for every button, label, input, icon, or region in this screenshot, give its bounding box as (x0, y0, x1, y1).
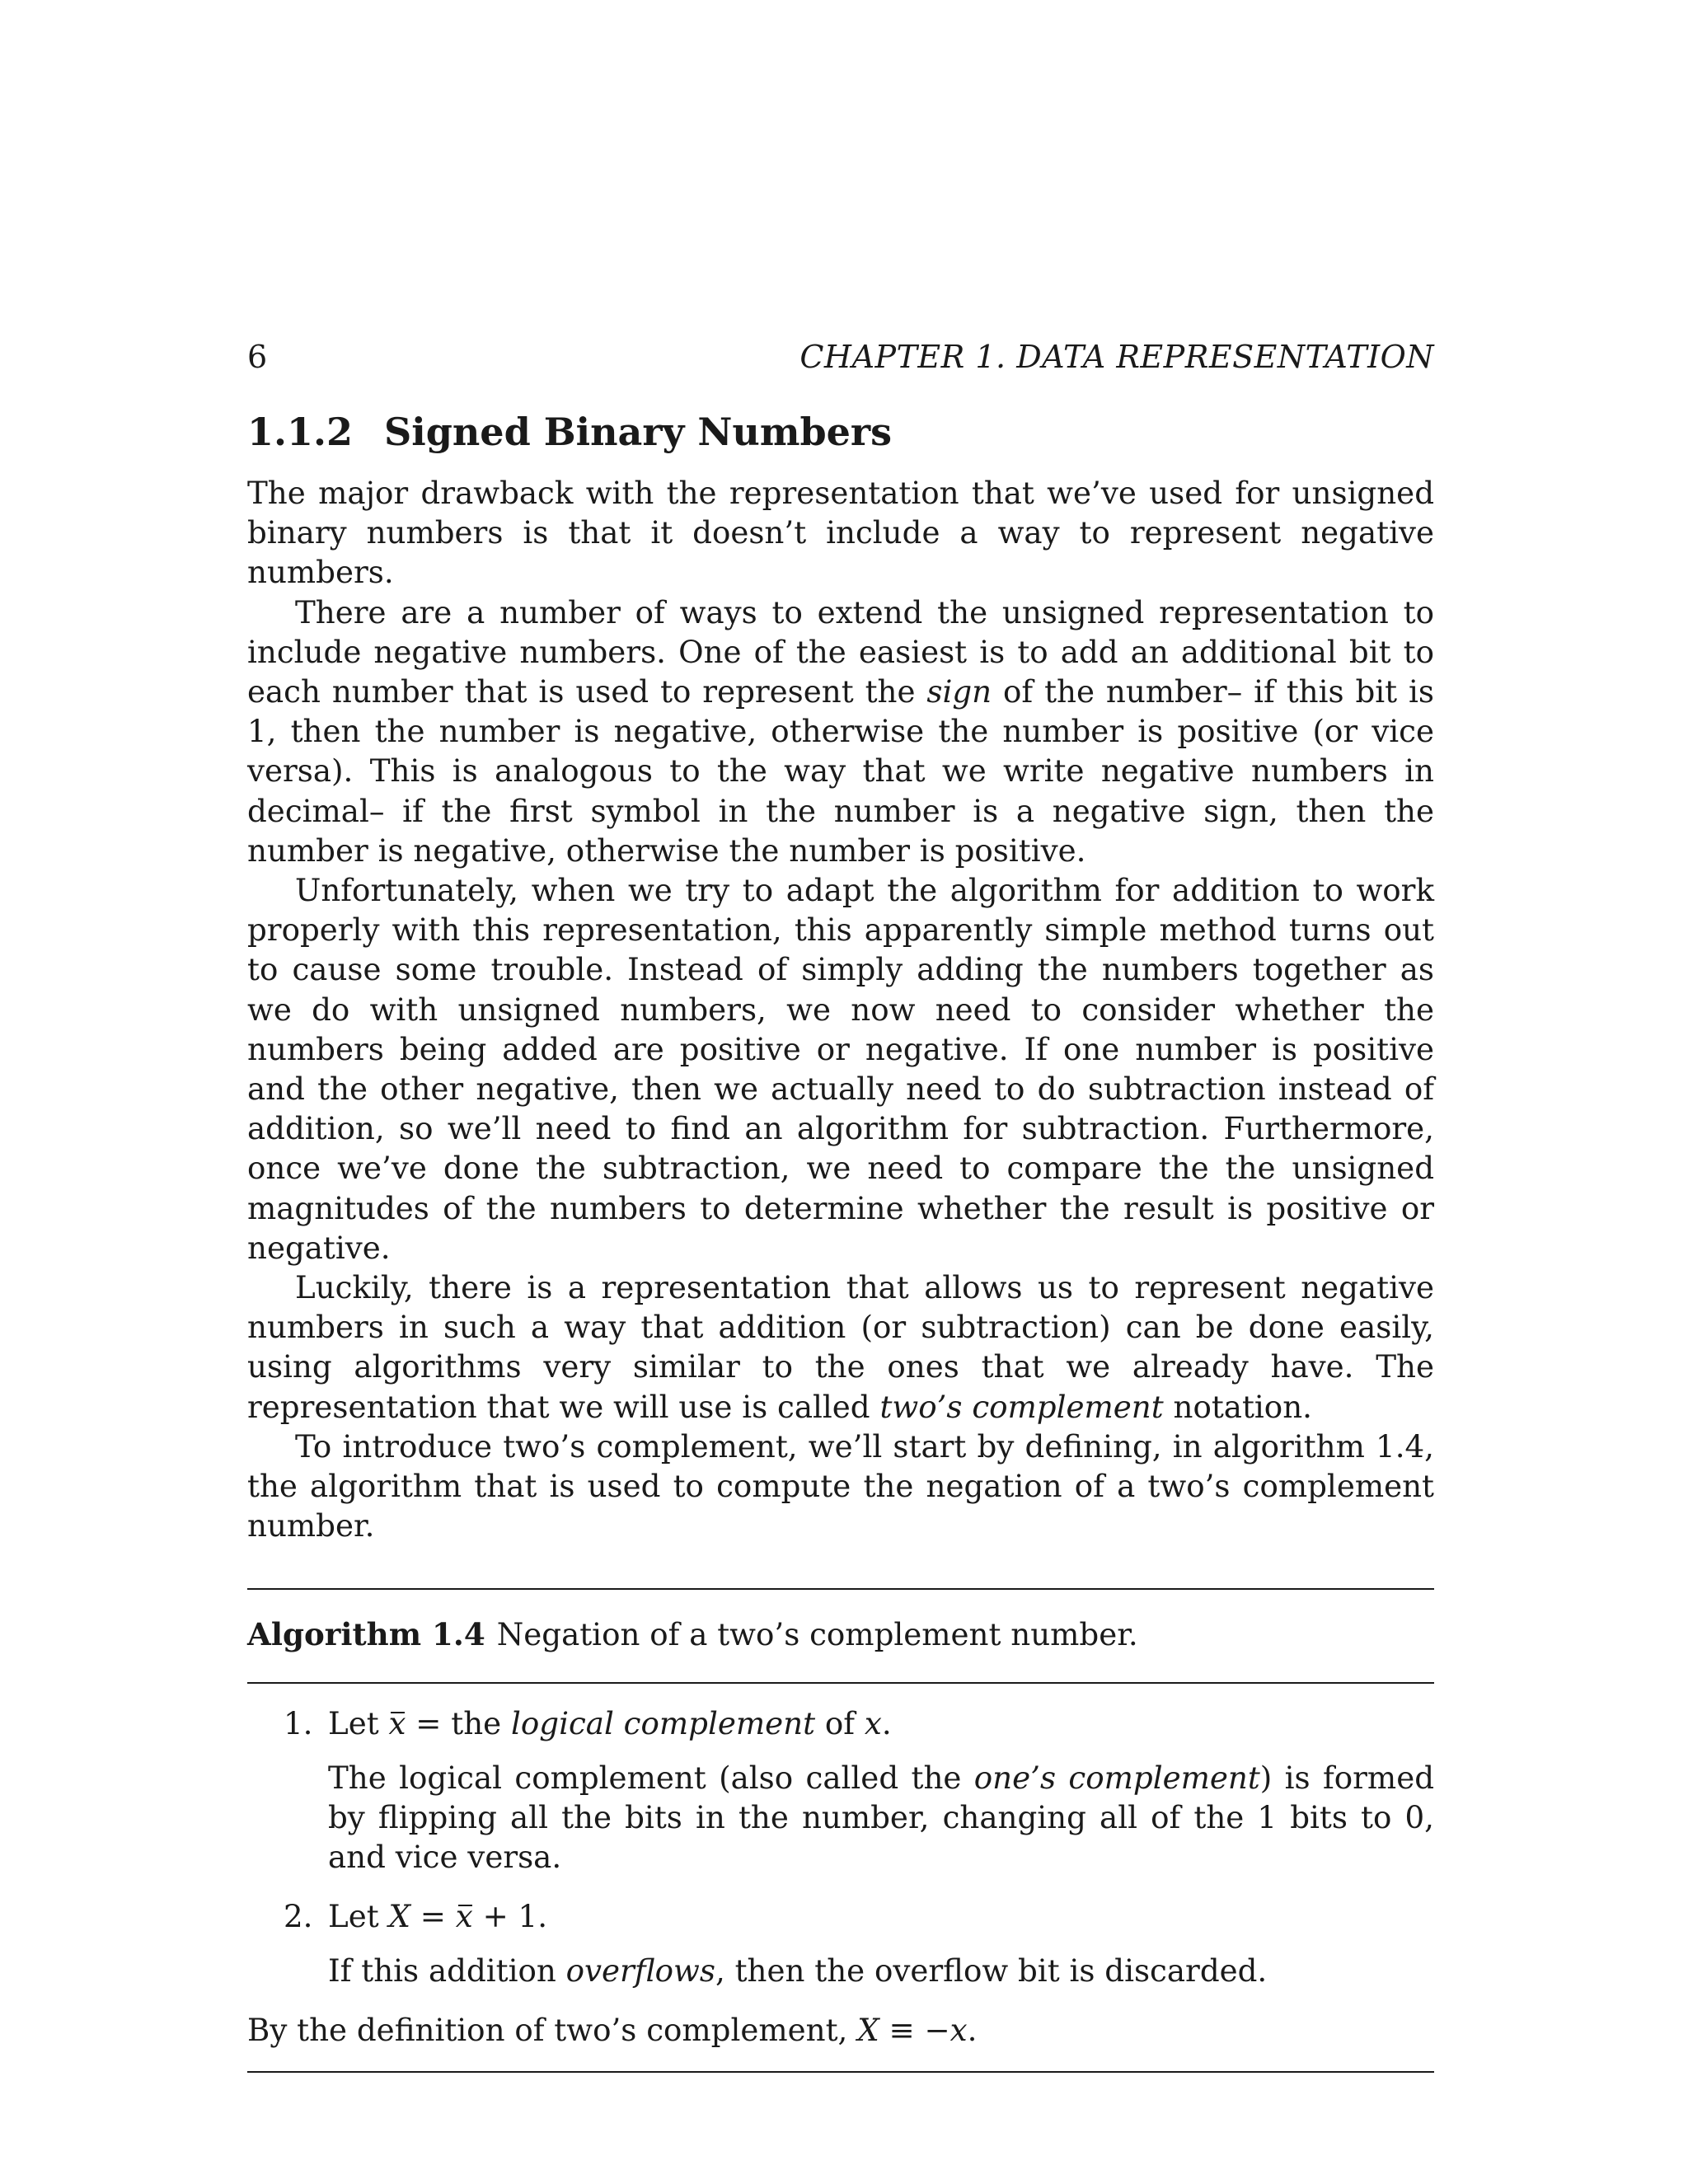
step-statement (328, 1896, 1434, 1936)
algorithm-caption (247, 1590, 1434, 1682)
equivalence-symbol: ≡ − (879, 2012, 950, 2049)
step-note-text-a: If this addition (328, 1952, 566, 1990)
paragraph-2-emphasis: sign (926, 673, 992, 710)
algorithm-steps (247, 1704, 1434, 1990)
step-of: of (815, 1705, 865, 1742)
algorithm-step-2 (247, 1896, 1434, 1990)
page-number: 6 (247, 339, 268, 375)
step-term: logical complement (510, 1705, 816, 1742)
X-symbol: X (857, 2012, 879, 2049)
step-number: 2. (284, 1898, 313, 1935)
paragraph-4 (247, 1268, 1434, 1427)
algorithm-bottom-rule (247, 2071, 1434, 2073)
algorithm-caption-text: Negation of a two’s complement number. (496, 1616, 1138, 1653)
step-equals: = the (406, 1705, 511, 1742)
paragraph-4-text-b: notation. (1163, 1388, 1312, 1425)
step-lead: Let (328, 1705, 389, 1742)
paragraph-3: Unfortunately, when we try to adapt the algorithm for addition to work properly with this representation, this apparently simple method turns out to cause some trouble. Instead of simply adding the numbers together as we do with unsigned numbers, we now need to consider whether the numbers being added are positive or negative. If one number is positive and the other negative, then we actually need to do subtraction instead of addition, so we’ll need to find an algorithm for subtraction. Furthermore, once we’ve done the subtraction, we need to compare the the unsigned magnitudes of the numbers to determine whether the result is positive or negative. (247, 872, 1434, 1266)
step-note-text-b: , then the overflow bit is discarded. (715, 1952, 1268, 1990)
paragraph-5: To introduce two’s complement, we’ll start by defining, in algorithm 1.4, the algorithm that is used to compute the negation of a two’s complement number. (247, 1427, 1434, 1544)
section-title: Signed Binary Numbers (384, 410, 893, 454)
step-equals: = (410, 1898, 456, 1935)
step-note (328, 1758, 1434, 1877)
x-symbol: x (950, 2012, 968, 2049)
body-text (247, 473, 1434, 1545)
conclusion-end: . (967, 2012, 978, 2049)
algorithm-label: Algorithm 1.4 (247, 1616, 485, 1653)
step-note-emphasis: overflows (565, 1952, 715, 1990)
page (247, 338, 1434, 2073)
step-statement (328, 1704, 1434, 1743)
step-note-text-b: ) is formed by flipping all the bits in the number, changing all of the 1 bits to 0, and vice versa. (328, 1760, 1435, 1876)
step-note-text-a: The logical complement (also called the (328, 1760, 974, 1797)
step-note-emphasis: one’s complement (973, 1760, 1260, 1797)
algorithm-step-1 (247, 1704, 1434, 1877)
step-note (328, 1951, 1434, 1990)
step-lead: Let (328, 1898, 389, 1935)
paragraph-4-emphasis: two’s complement (879, 1388, 1164, 1425)
chapter-title: CHAPTER 1. DATA REPRESENTATION (799, 339, 1434, 375)
algorithm-conclusion (247, 2010, 1434, 2071)
x-bar-symbol: x (455, 1898, 473, 1935)
algorithm-header-rule (247, 1682, 1434, 1684)
step-end: . (881, 1705, 892, 1742)
section-number: 1.1.2 (247, 410, 354, 454)
paragraph-4-text-a: Luckily, there is a representation that allows us to represent negative numbers in such a way that addition (or subtraction) can be done easily, using algorithms very similar to the ones that we already have. The representation that we will use is called (247, 1269, 1434, 1425)
X-symbol: X (388, 1898, 410, 1935)
conclusion-text: By the definition of two’s complement, (247, 2012, 858, 2049)
algorithm-box (247, 1588, 1434, 2073)
step-plus-one: + 1. (472, 1898, 548, 1935)
paragraph-2 (247, 593, 1434, 870)
x-symbol: x (864, 1705, 882, 1742)
paragraph-1: The major drawback with the representation that we’ve used for unsigned binary numbers is that it doesn’t include a way to represent negative numbers. (247, 475, 1434, 591)
x-bar-symbol: x (388, 1705, 406, 1742)
step-number: 1. (284, 1705, 313, 1742)
section-heading (247, 409, 1434, 455)
running-head (247, 338, 1434, 376)
paragraph-2-text-a: There are a number of ways to extend the unsigned representation to include negative numbers. One of the easiest is to add an additional bit to each number that is used to represent the (247, 593, 1434, 710)
paragraph-2-text-b: of the number– if this bit is 1, then the number is negative, otherwise the number is positive (or vice versa). This is analogous to the way that we write negative numbers in decimal– if the first symbol in the number is a negative sign, then the number is negative, otherwise the number is positive. (247, 673, 1435, 869)
